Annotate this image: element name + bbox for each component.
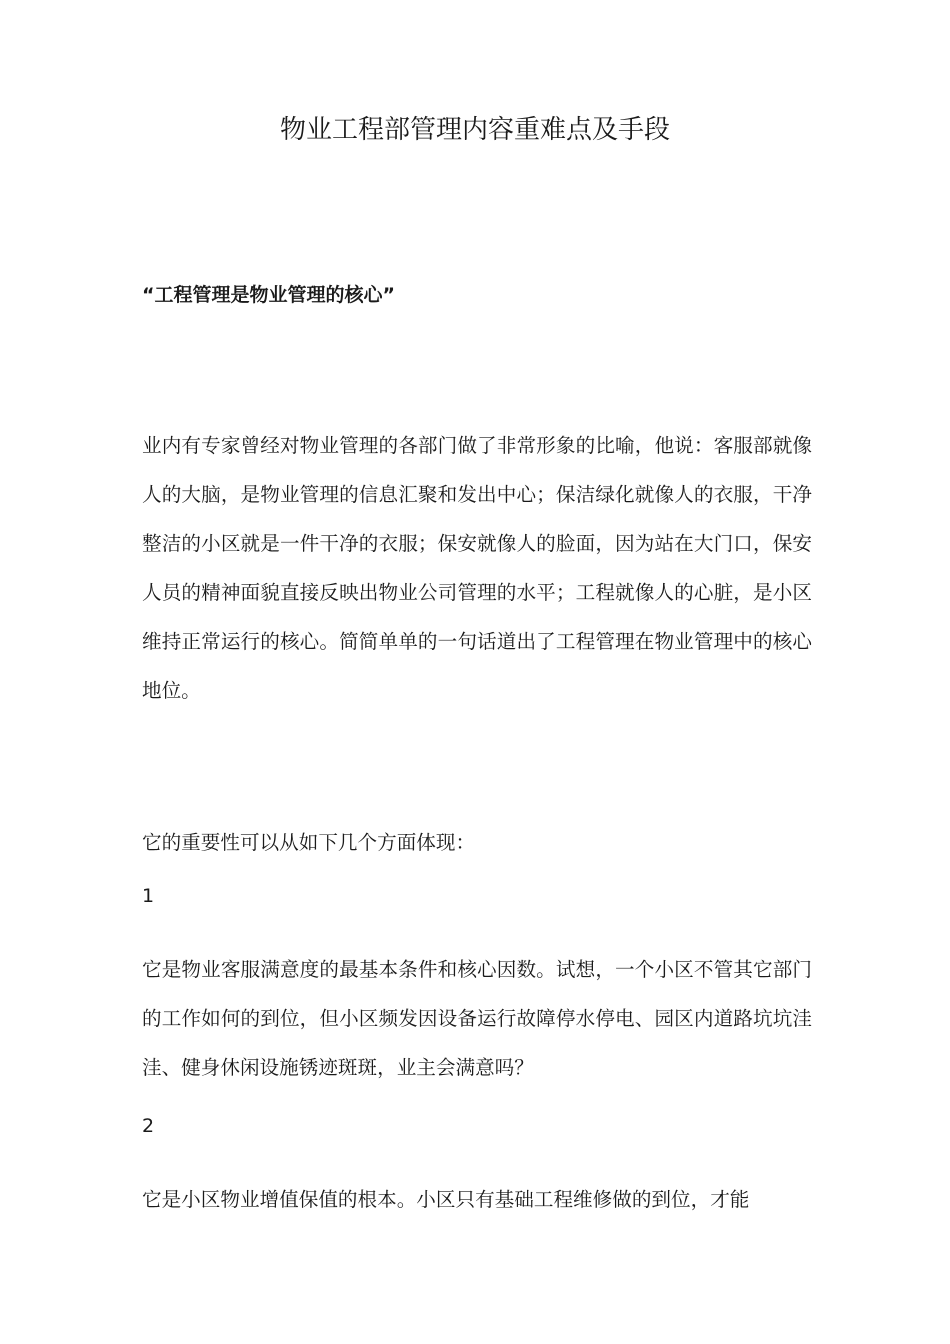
item-paragraph-2: 它是小区物业增值保值的根本。小区只有基础工程维修做的到位，才能 — [142, 1188, 750, 1211]
lead-paragraph: 它的重要性可以从如下几个方面体现： — [142, 831, 476, 854]
intro-paragraph: 业内有专家曾经对物业管理的各部门做了非常形象的比喻，他说：客服部就像人的大脑，是物业管理的信息汇聚和发出中心；保洁绿化就像人的衣服，干净整洁的小区就是一件干净的衣服；保安就像人的脸面，因为站在大门口，保安人员的精神面貌直接反映出物业公司管理的水平；工程就像人的心脏，是小区维持正常运行的核心。简简单单的一句话道出了工程管理在物业管理中的核心地位。 — [142, 434, 812, 702]
item-paragraph-1: 它是物业客服满意度的最基本条件和核心因数。试想，一个小区不管其它部门的工作如何的到位，但小区频发因设备运行故障停水停电、园区内道路坑坑洼洼、健身休闲设施锈迹斑斑，业主会满意吗？ — [142, 958, 812, 1079]
section-subheading: “工程管理是物业管理的核心” — [142, 284, 395, 306]
document-title: 物业工程部管理内容重难点及手段 — [279, 115, 670, 145]
item-number-1: 1 — [142, 885, 155, 907]
item-number-2: 2 — [142, 1115, 155, 1137]
